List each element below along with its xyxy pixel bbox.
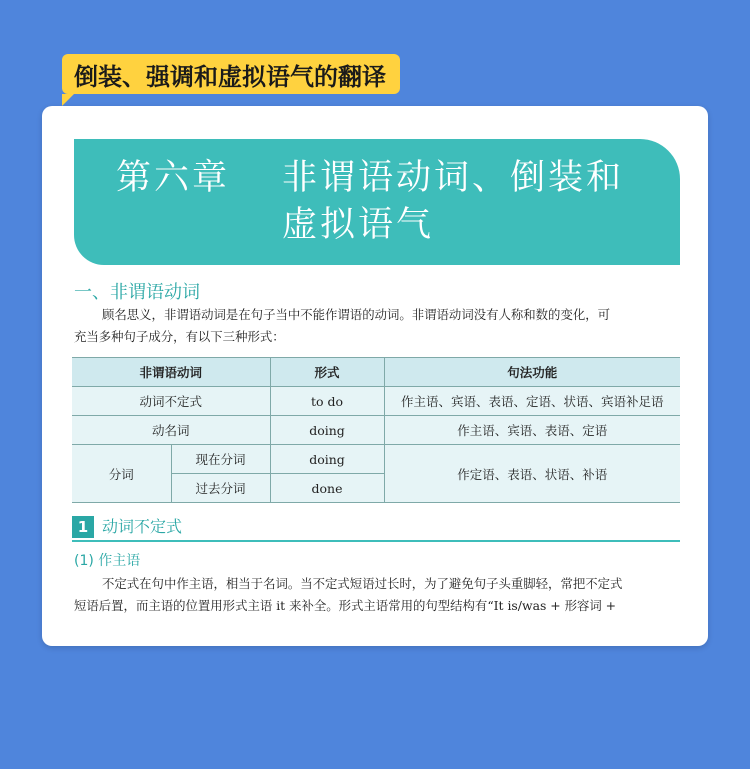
table-cell: to do: [270, 387, 384, 416]
body-line2: 短语后置，而主语的位置用形式主语 it 来补全。形式主语常用的句型结构有“It is/was + 形容词 +: [74, 598, 617, 613]
intro-line2: 充当多种句子成分，有以下三种形式：: [74, 329, 285, 344]
table-cell: 作主语、宾语、表语、定语: [384, 416, 680, 445]
table-cell: 现在分词: [171, 445, 270, 474]
subsection-number: 1: [72, 516, 94, 538]
table-cell: 动词不定式: [72, 387, 270, 416]
table-header: 句法功能: [384, 358, 680, 387]
chapter-header: [74, 139, 680, 265]
subsubsection-title: (1) 作主语: [74, 553, 141, 569]
table-cell: 过去分词: [171, 474, 270, 503]
table-cell: 作定语、表语、状语、补语: [384, 445, 680, 503]
table-cell: doing: [270, 416, 384, 445]
table-header-row: [72, 358, 680, 387]
body-line1: 不定式在句中作主语，相当于名词。当不定式短语过长时，为了避免句子头重脚轻，常把不定式: [102, 576, 623, 591]
intro-paragraph: [74, 304, 680, 348]
body-paragraph: [74, 573, 680, 617]
forms-table: [72, 357, 680, 503]
table-cell: 作主语、宾语、表语、定语、状语、宾语补足语: [384, 387, 680, 416]
table-header: 非谓语动词: [72, 358, 270, 387]
section-title: 一、非谓语动词: [74, 282, 200, 303]
table-cell: 动名词: [72, 416, 270, 445]
table-row: [72, 416, 680, 445]
table-row: [72, 445, 680, 474]
chapter-title-line1: 非谓语动词、倒装和: [282, 158, 625, 198]
table-row: [72, 387, 680, 416]
subsection-header: [72, 516, 680, 542]
intro-line1: 顾名思义，非谓语动词是在句子当中不能作谓语的动词。非谓语动词没有人称和数的变化，可: [102, 307, 611, 322]
chapter-title-line2: 虚拟语气: [282, 205, 435, 245]
table-header: 形式: [270, 358, 384, 387]
table-cell: doing: [270, 445, 384, 474]
chapter-number: 第六章: [116, 158, 231, 198]
banner-title: 倒装、强调和虚拟语气的翻译: [62, 54, 400, 94]
table-cell: done: [270, 474, 384, 503]
subsection-title: 动词不定式: [102, 517, 183, 536]
book-page: [42, 106, 708, 646]
table-cell: 分词: [72, 445, 171, 503]
